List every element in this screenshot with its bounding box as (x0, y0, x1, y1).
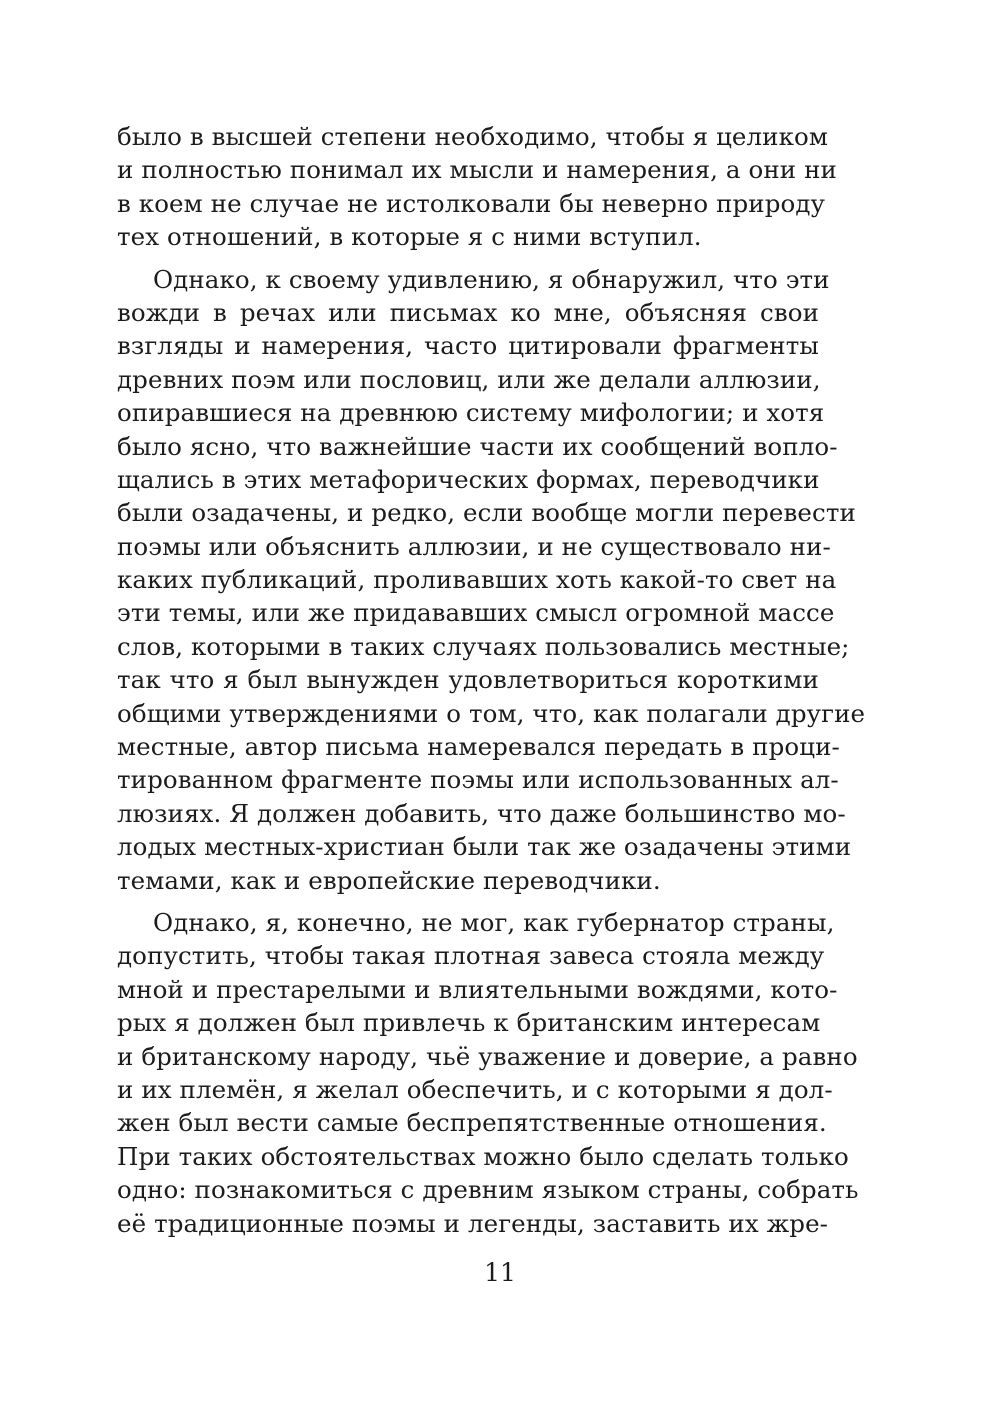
text-line: жен был вести самые беспрепятственные отношения. (117, 1108, 827, 1138)
text-line: общими утверждениями о том, что, как полагали другие (117, 698, 866, 728)
text-line: люзиях. Я должен добавить, что даже большинство мо- (117, 798, 846, 828)
text-line: каких публикаций, проливавших хоть какой-то свет на (117, 565, 837, 595)
text-line: поэмы или объяснить аллюзии, и не существовало ни- (117, 531, 831, 561)
text-line: её традиционные поэмы и легенды, заставить их жре- (117, 1208, 829, 1238)
text-line: так что я был вынужден удовлетвориться короткими (117, 665, 819, 695)
paragraph-2 (117, 263, 866, 897)
text-line: вожди в речах или письмах ко мне, объясняя свои (117, 297, 819, 327)
text-line: темами, как и европейские переводчики. (117, 865, 661, 895)
paragraph-gap (117, 897, 819, 906)
text-line: Однако, к своему удивлению, я обнаружил, что эти (153, 264, 830, 294)
text-line: в коем не случае не истолковали бы неверно природу (117, 188, 826, 218)
text-line: тех отношений, в которые я с ними вступил. (117, 222, 702, 252)
text-line: одно: познакомиться с древним языком страны, собрать (117, 1175, 859, 1205)
text-line: слов, которыми в таких случаях пользовались местные; (117, 631, 850, 661)
body-text (117, 120, 866, 1240)
paragraph-gap (117, 254, 819, 263)
text-line: лодых местных-христиан были так же озадачены этими (117, 832, 852, 862)
page-number: 11 (484, 1258, 516, 1287)
text-line: мной и престарелыми и влиятельными вождями, кото- (117, 974, 838, 1004)
text-line: допустить, чтобы такая плотная завеса стояла между (117, 941, 825, 971)
text-line: и полностью понимал их мысли и намерения, а они ни (117, 155, 837, 185)
text-line: взгляды и намерения, часто цитировали фрагменты (117, 331, 819, 361)
text-line: щались в этих метафорических формах, переводчики (117, 464, 820, 494)
text-line: было в высшей степени необходимо, чтобы я целиком (117, 122, 829, 151)
text-line: местные, автор письма намеревался передать в проци- (117, 732, 840, 762)
text-line: и их племён, я желал обеспечить, и с которыми я дол- (117, 1074, 833, 1104)
text-line: и британскому народу, чьё уважение и доверие, а равно (117, 1041, 858, 1071)
text-line: тированном фрагменте поэмы или использованных ал- (117, 765, 839, 795)
text-line: эти темы, или же придававших смысл огромной массе (117, 598, 835, 628)
paragraph-3 (117, 906, 859, 1240)
text-line: рых я должен был привлечь к британским интересам (117, 1008, 821, 1038)
text-line: При таких обстоятельствах можно было сделать только (117, 1141, 849, 1171)
text-line: были озадачены, и редко, если вообще могли перевести (117, 498, 856, 528)
paragraph-1 (117, 120, 837, 254)
text-line: Однако, я, конечно, не мог, как губернатор страны, (153, 907, 835, 937)
text-line: опиравшиеся на древнюю систему мифологии; и хотя (117, 398, 825, 428)
text-line: древних поэм или пословиц, или же делали аллюзии, (117, 364, 821, 394)
text-line: было ясно, что важнейшие части их сообщений вопло- (117, 431, 838, 461)
